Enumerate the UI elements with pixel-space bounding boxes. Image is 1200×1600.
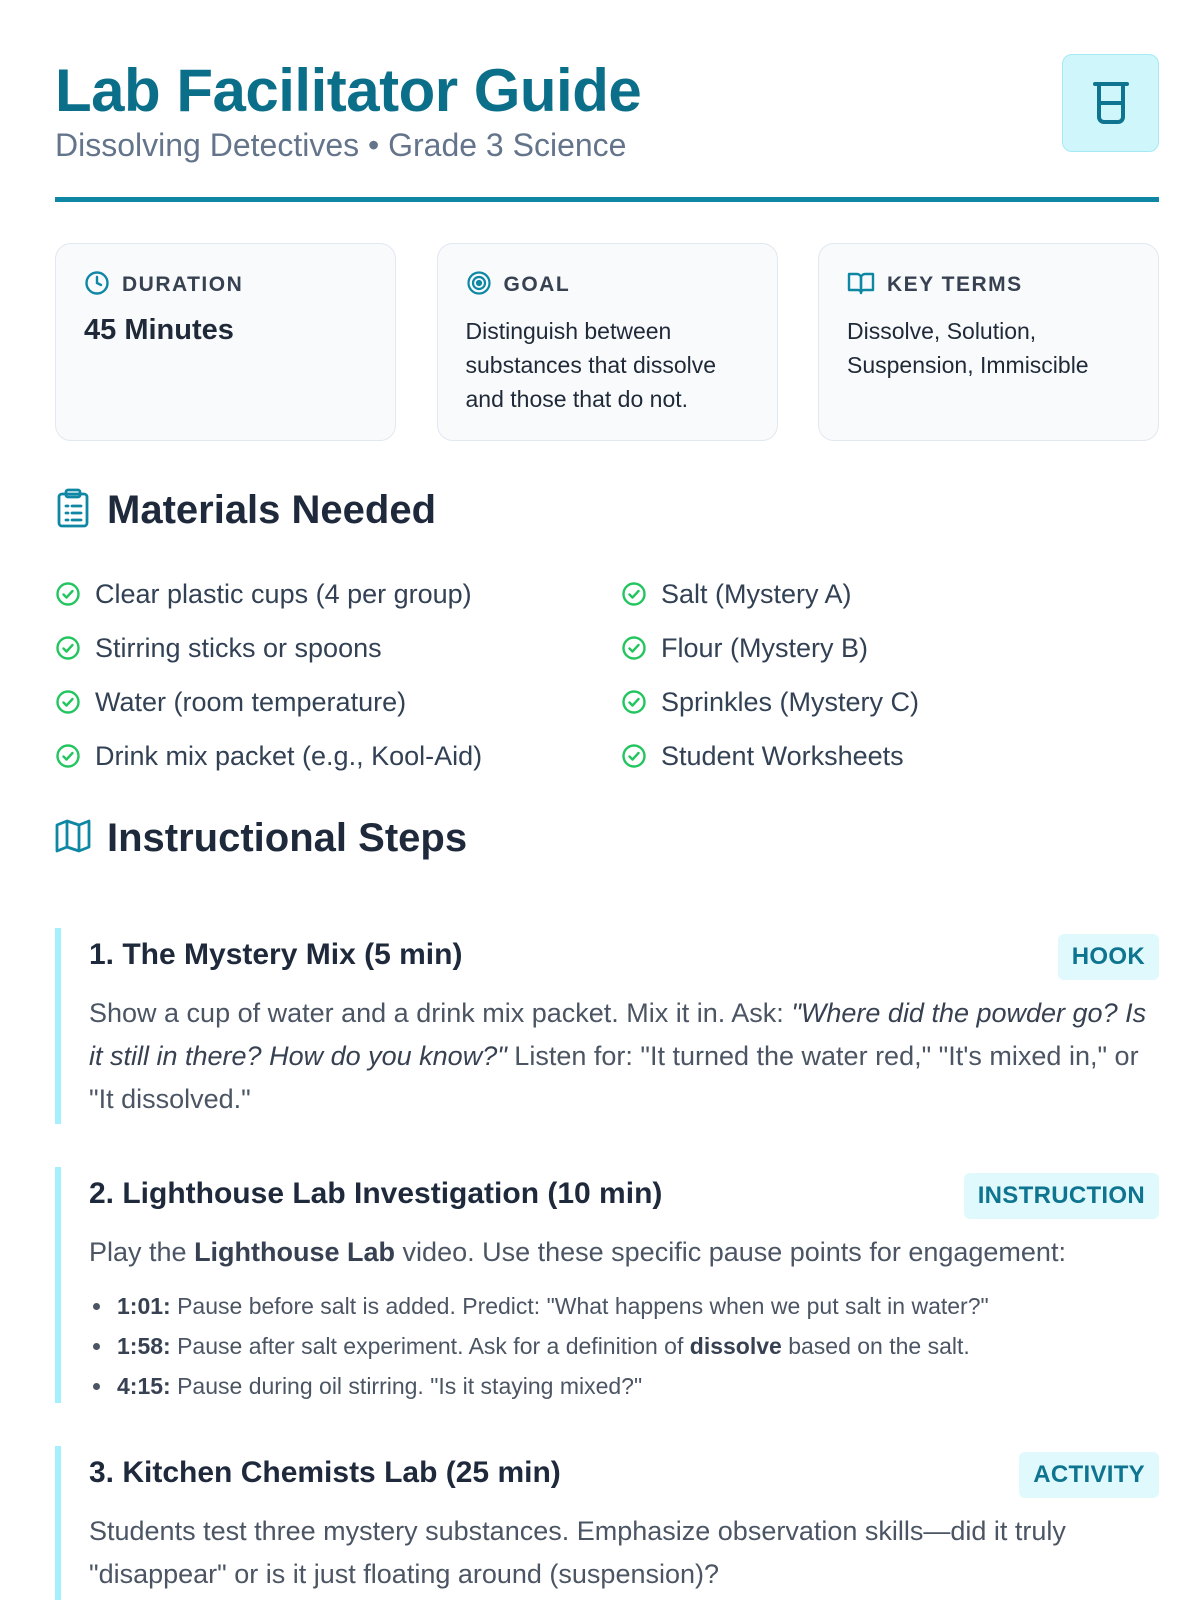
check-circle-icon	[55, 743, 81, 769]
step-badge-activity: ACTIVITY	[1019, 1452, 1159, 1498]
steps-title: Instructional Steps	[107, 816, 468, 860]
duration-card	[55, 243, 396, 441]
step-description: Play the Lighthouse Lab video. Use these specific pause points for engagement:	[89, 1237, 1066, 1267]
facilitator-guide-page	[55, 0, 1159, 1589]
page-header	[55, 0, 1159, 202]
goal-label: GOAL	[503, 273, 571, 296]
beaker-icon	[1062, 54, 1159, 152]
goal-value: Distinguish between substances that dissolve and those that do not.	[465, 318, 717, 412]
check-circle-icon	[55, 581, 81, 607]
list-item: 4:15: Pause during oil stirring. "Is it staying mixed?"	[89, 1366, 1159, 1406]
clipboard-icon	[55, 488, 91, 533]
step-card	[55, 1167, 1159, 1403]
materials-heading	[55, 488, 436, 533]
steps-heading	[55, 816, 467, 861]
check-circle-icon	[55, 689, 81, 715]
book-icon	[847, 270, 875, 301]
step-title: 2. Lighthouse Lab Investigation (10 min)	[89, 1177, 663, 1210]
check-circle-icon	[621, 581, 647, 607]
step-card	[55, 1446, 1159, 1600]
check-circle-icon	[621, 635, 647, 661]
check-circle-icon	[621, 743, 647, 769]
list-item: Student Worksheets	[621, 740, 1159, 772]
key-terms-label: KEY TERMS	[887, 273, 1023, 296]
list-item: Salt (Mystery A)	[621, 578, 1159, 610]
list-item: Flour (Mystery B)	[621, 632, 1159, 664]
goal-card	[437, 243, 778, 441]
info-cards	[55, 243, 1159, 441]
materials-list	[55, 578, 1159, 772]
map-icon	[55, 819, 91, 858]
step-card	[55, 928, 1159, 1124]
duration-label: DURATION	[122, 273, 244, 296]
list-item: 1:58: Pause after salt experiment. Ask for a definition of dissolve based on the salt.	[89, 1326, 1159, 1366]
list-item: Stirring sticks or spoons	[55, 632, 621, 664]
step-description: Show a cup of water and a drink mix packet. Mix it in. Ask: "Where did the powder go? Is it still in there? How do you know?" Listen for: "It turned the water red," "It's mixed in," or "It dissolved."	[89, 998, 1147, 1114]
step-badge-hook: HOOK	[1058, 934, 1159, 980]
step-badge-instruction: INSTRUCTION	[964, 1173, 1159, 1219]
key-terms-card	[818, 243, 1159, 441]
step-title: 3. Kitchen Chemists Lab (25 min)	[89, 1456, 561, 1489]
list-item: 1:01: Pause before salt is added. Predict: "What happens when we put salt in water?"	[89, 1286, 1159, 1326]
check-circle-icon	[55, 635, 81, 661]
list-item: Clear plastic cups (4 per group)	[55, 578, 621, 610]
page-title: Lab Facilitator Guide	[55, 57, 642, 124]
check-circle-icon	[621, 689, 647, 715]
page-subtitle: Dissolving Detectives • Grade 3 Science	[55, 127, 627, 163]
step-title: 1. The Mystery Mix (5 min)	[89, 938, 463, 971]
target-icon	[466, 270, 492, 301]
pause-points-list	[89, 1286, 1159, 1406]
clock-icon	[84, 270, 110, 301]
step-description: Students test three mystery substances. Emphasize observation skills—did it truly "disappear" or is it just floating around (suspension)?	[89, 1516, 1066, 1589]
list-item: Water (room temperature)	[55, 686, 621, 718]
list-item: Sprinkles (Mystery C)	[621, 686, 1159, 718]
key-terms-value: Dissolve, Solution, Suspension, Immiscible	[847, 318, 1089, 378]
materials-title: Materials Needed	[107, 488, 437, 532]
list-item: Drink mix packet (e.g., Kool-Aid)	[55, 740, 621, 772]
duration-value: 45 Minutes	[84, 314, 234, 346]
